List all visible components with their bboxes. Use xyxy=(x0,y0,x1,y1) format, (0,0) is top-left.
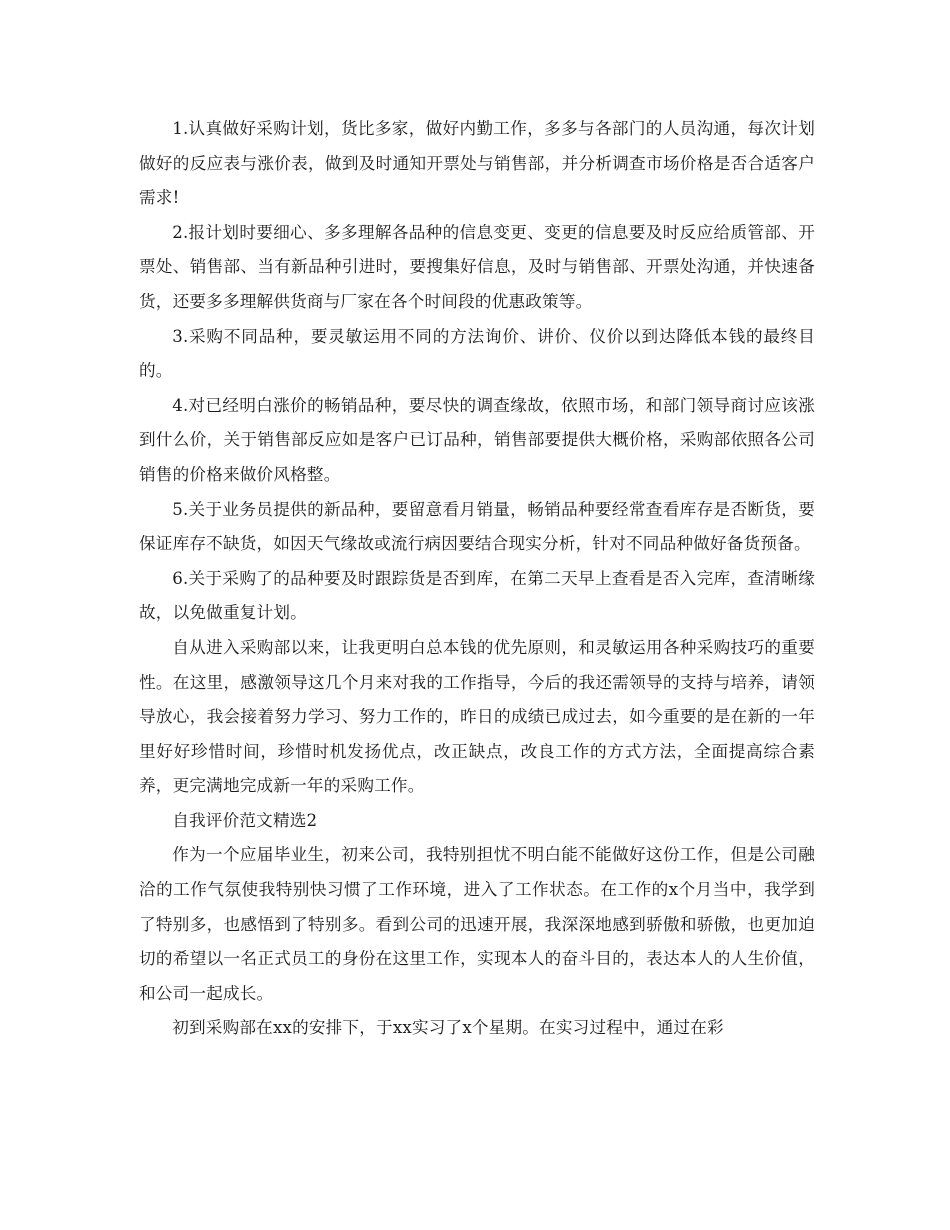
paragraph-1: 1.认真做好采购计划，货比多家，做好内勤工作，多多与各部门的人员沟通，每次计划做好的反应表与涨价表，做到及时通知开票处与销售部，并分析调查市场价格是否合适客户需求! xyxy=(139,119,815,208)
paragraph-8: 作为一个应届毕业生，初来公司，我特别担忧不明白能不能做好这份工作，但是公司融洽的工作气氛使我特别快习惯了工作环境，进入了工作状态。在工作的x个月当中，我学到了特别多，也感悟到了特别多。看到公司的迅速开展，我深深地感到骄傲和骄傲，也更加迫切的希望以一名正式员工的身份在这里工作，实现本人的奋斗目的，表达本人的人生价值，和公司一起成长。 xyxy=(139,845,815,1003)
paragraph-9: 初到采购部在xx的安排下，于xx实习了x个星期。在实习过程中，通过在彩 xyxy=(172,1018,724,1038)
document-body xyxy=(139,112,815,1046)
section-heading: 自我评价范文精选2 xyxy=(172,810,318,830)
paragraph-3: 3.采购不同品种，要灵敏运用不同的方法询价、讲价、仪价以到达降低本钱的最终目的。 xyxy=(139,326,815,381)
paragraph-7: 自从进入采购部以来，让我更明白总本钱的优先原则，和灵敏运用各种采购技巧的重要性。在这里，感激领导这几个月来对我的工作指导，今后的我还需领导的支持与培养，请领导放心，我会接着努力学习、努力工作的，昨日的成绩已成过去，如今重要的是在新的一年里好好珍惜时间，珍惜时机发扬优点，改正缺点，改良工作的方式方法，全面提高综合素养，更完满地完成新一年的采购工作。 xyxy=(139,637,815,796)
paragraph-5: 5.关于业务员提供的新品种，要留意看月销量，畅销品种要经常查看库存是否断货，要保证库存不缺货，如因天气缘故或流行病因要结合现实分析，针对不同品种做好备货预备。 xyxy=(139,499,815,554)
paragraph-6: 6.关于采购了的品种要及时跟踪货是否到库，在第二天早上查看是否入完库，查清晰缘故，以免做重复计划。 xyxy=(139,568,815,623)
paragraph-2: 2.报计划时要细心、多多理解各品种的信息变更、变更的信息要及时反应给质管部、开票处、销售部、当有新品种引进时，要搜集好信息，及时与销售部、开票处沟通，并快速备货，还要多多理解供货商与厂家在各个时间段的优惠政策等。 xyxy=(139,222,815,311)
paragraph-4: 4.对已经明白涨价的畅销品种，要尽快的调查缘故，依照市场，和部门领导商讨应该涨到什么价，关于销售部反应如是客户已订品种，销售部要提供大概价格，采购部依照各公司销售的价格来做价风格整。 xyxy=(139,395,815,484)
